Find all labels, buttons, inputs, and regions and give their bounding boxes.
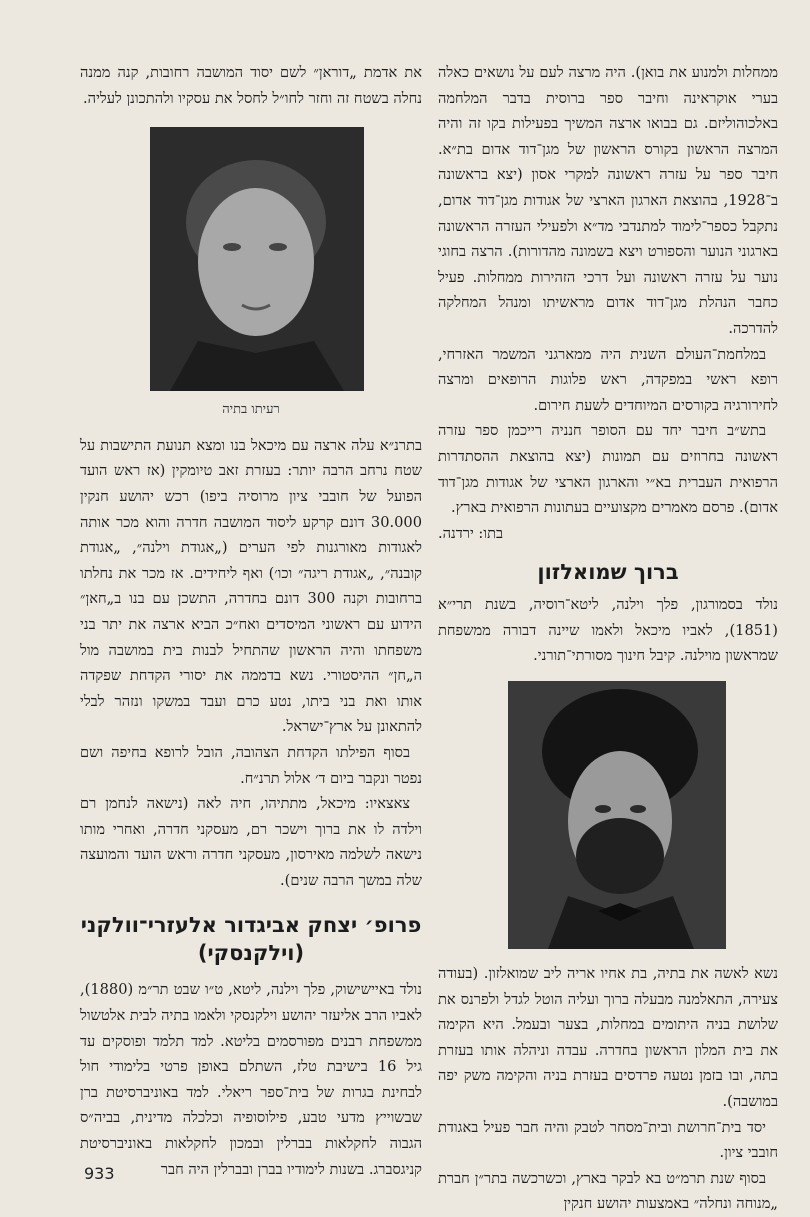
right-column [438, 60, 778, 1217]
article-paragraph: צאצאיו: מיכאל, מתתיהו, חיה לאה (נישאה לנחמן רם וילדה לו את ברוך וישכר רם, מעסקני חדרה, ואחרי מותו נישאה לשלמה מאירסון, מעסקני חדרה וראש הועד והמועצה שלה במשך הרבה שנים). [80, 795, 422, 889]
article-heading-shmuelzon: ברוך שמואלזון [537, 560, 679, 585]
portrait-baruch-photo [508, 681, 726, 949]
article-paragraph: בסוף הפילתו הקדחת הצהובה, הובל לרופא בחיפה ושם נפטר ונקבר ביום ד׳ אלול תרנ״ח. [80, 743, 422, 787]
article-intro: נולד בסמורגון, פלך וילנה, ליטא־רוסיה, בשנת תרי״א (1851), לאביו מיכאל ולאמו שיינה דבורה ממשפחת שמראשון מוילנה. קיבל חינוך מסורתי־תורני. [438, 596, 778, 665]
article-paragraph: בתש״ב חיבר יחד עם הסופר חנניה רייכמן ספר עזרה ראשונה בחרוזים עם תמונות (יצא בהוצאת ההסתדרות הרפואית העברית בא״י והארגון הארצי של אגודות מגן־דוד אדום). פרסם מאמרים מקצועיים בעתונות הרפואית בארץ. [438, 422, 778, 517]
signature: בתו: ירדנה. [438, 524, 504, 542]
left-column [80, 60, 422, 1182]
signature-line [438, 521, 778, 547]
article-paragraph: נשא לאשה את בתיה, בת אחיו אריה ליב שמואלזון. (בעודה צעירה, התאלמנה מבעלה ברוך ועליה הוטל לגדל ולפרנס את שלושת בניה היתומים במחלות, בצער ובעמל. היא הקימה את בית המלון הראשון בחדרה. עבדה וניהלה אותו בעזרת בתה, ובו בזמן נטעה פרדסים בעזרת בניה והקימה משק יפה במושבה). [438, 965, 778, 1111]
photo-caption: רעיתו בתיה [222, 402, 280, 418]
article-heading-volcani: פרופ׳ יצחק אביגדור אלעזרי־וולקני (וילקנסקי) [80, 913, 422, 966]
article-bio: נולד באיישישוק, פלך וילנה, ליטא, ט״ו שבט תר״מ (1880), לאביו הרב אליעזר יהושע וילקנסקי ולאמו בתיה לבית אלטשול ממשפחת רבנים מפורסמים בליטא. למד תלמד ופוסקים עד גיל 16 בישיבת טלז, השתלם באופן פרטי בלימודי חול לבחינת בגרות של בית־ספר ריאלי. למד באוניברסיטת ברן שבשוייץ מדעי טבע, פילוסופיה וכלכלה מדינית, בביה״ס הגבוה לחקלאות בברלין ובמכון לחקלאות באוניברסיטת קניגסברג. בשנות לימודיו בברן ובברלין היה חבר [80, 981, 423, 1178]
article-paragraph: בסוף שנת תרמ״ט בא לבקר בארץ, וכשרכשה בתר״ן חברת „מנוחה ונחלה״ באמצעות יהושע חנקין [438, 1169, 778, 1213]
article-paragraph: במלחמת־העולם השנית היה ממארגני המשמר האזרחי, רופא ראשי במפקדה, ראש פלוגות הרופאים ומרצה לחירורגיה בקורסים המיוחדים לשעת חירום. [438, 345, 778, 414]
page-number: 933 [84, 1164, 115, 1183]
article-paragraph: בתרנ״א עלה ארצה עם מיכאל בנו ומצא תנועת התישבות על שטח נרחב הרבה יותר: בעזרת זאב טיומקין (אז ראש הועד הפועל של חובבי ציון מרוסיה ביפו) רכש יהושע חנקין 30.000 דונם קרקע ליסוד המושבה חדרה והוא מכר אותה לאגודות מאורגנות לפי הערים („אגודת וילנה״, „אגודת קובנה״, „אגודת ריגה״ וכו׳) ואף ליחידים. אז מכר את נחלתו ברחובות וקנה 300 דונם בחדרה, התשכן עם בנו ב„חאן״ הידוע עם ראשוני המיסדים ואח״כ הביא ארצה את יתר בני משפחתו והיה הראשון שהתחיל לבנות בית במושבה מול ה„חן״ ההיסטורי. נשא בדממה את יסורי הקדחת שפקדה אותו ואת בני ביתו, נטע כרם ועבד במשקו ונזהר לבלי להתאונן על ארץ־ישראל. [80, 436, 422, 736]
article-paragraph: ממחלות ולמנוע את בואן). היה מרצה לעם על נושאים כאלה בערי אוקראינה וחיבר ספר ברוסית בדבר המלחמה באלכוהוליזם. גם בבואו ארצה המשיך בפעילות בקו זה והיה המרצה הראשון בקורס הראשון של מגן־דוד אדום בת״א. חיבר ספר על עזרה ראשונה למקרי אסון (יצא בראשונה ב־1928, בהוצאת הארגון הארצי של אגודות מגן־דוד אדום, נתקבל כספר־לימוד למתנדבי מד״א ולפעילי העזרה הראשונה בארגוני הנוער והספורט ויצא בשמונה מהדורות). הרצה בחוגי נוער על עזרה ראשונה ועל דרכי הזהירות ממחלות. פעיל כחבר הנהלת מגן־דוד אדום מראשיתו ומנהל המחלקה להדרכה. [438, 64, 778, 337]
portrait-batya-photo [150, 127, 364, 391]
article-paragraph: יסד בית־חרושת ובית־מסחר לטבק והיה חבר פעיל באגודת חובבי ציון. [438, 1118, 778, 1162]
article-paragraph: את אדמת „דוראן״ לשם יסוד המושבה רחובות, קנה ממנה נחלה בשטח זה וחזר לחו״ל לחסל את עסקיו ולהתכונן לעליה. [80, 64, 422, 107]
